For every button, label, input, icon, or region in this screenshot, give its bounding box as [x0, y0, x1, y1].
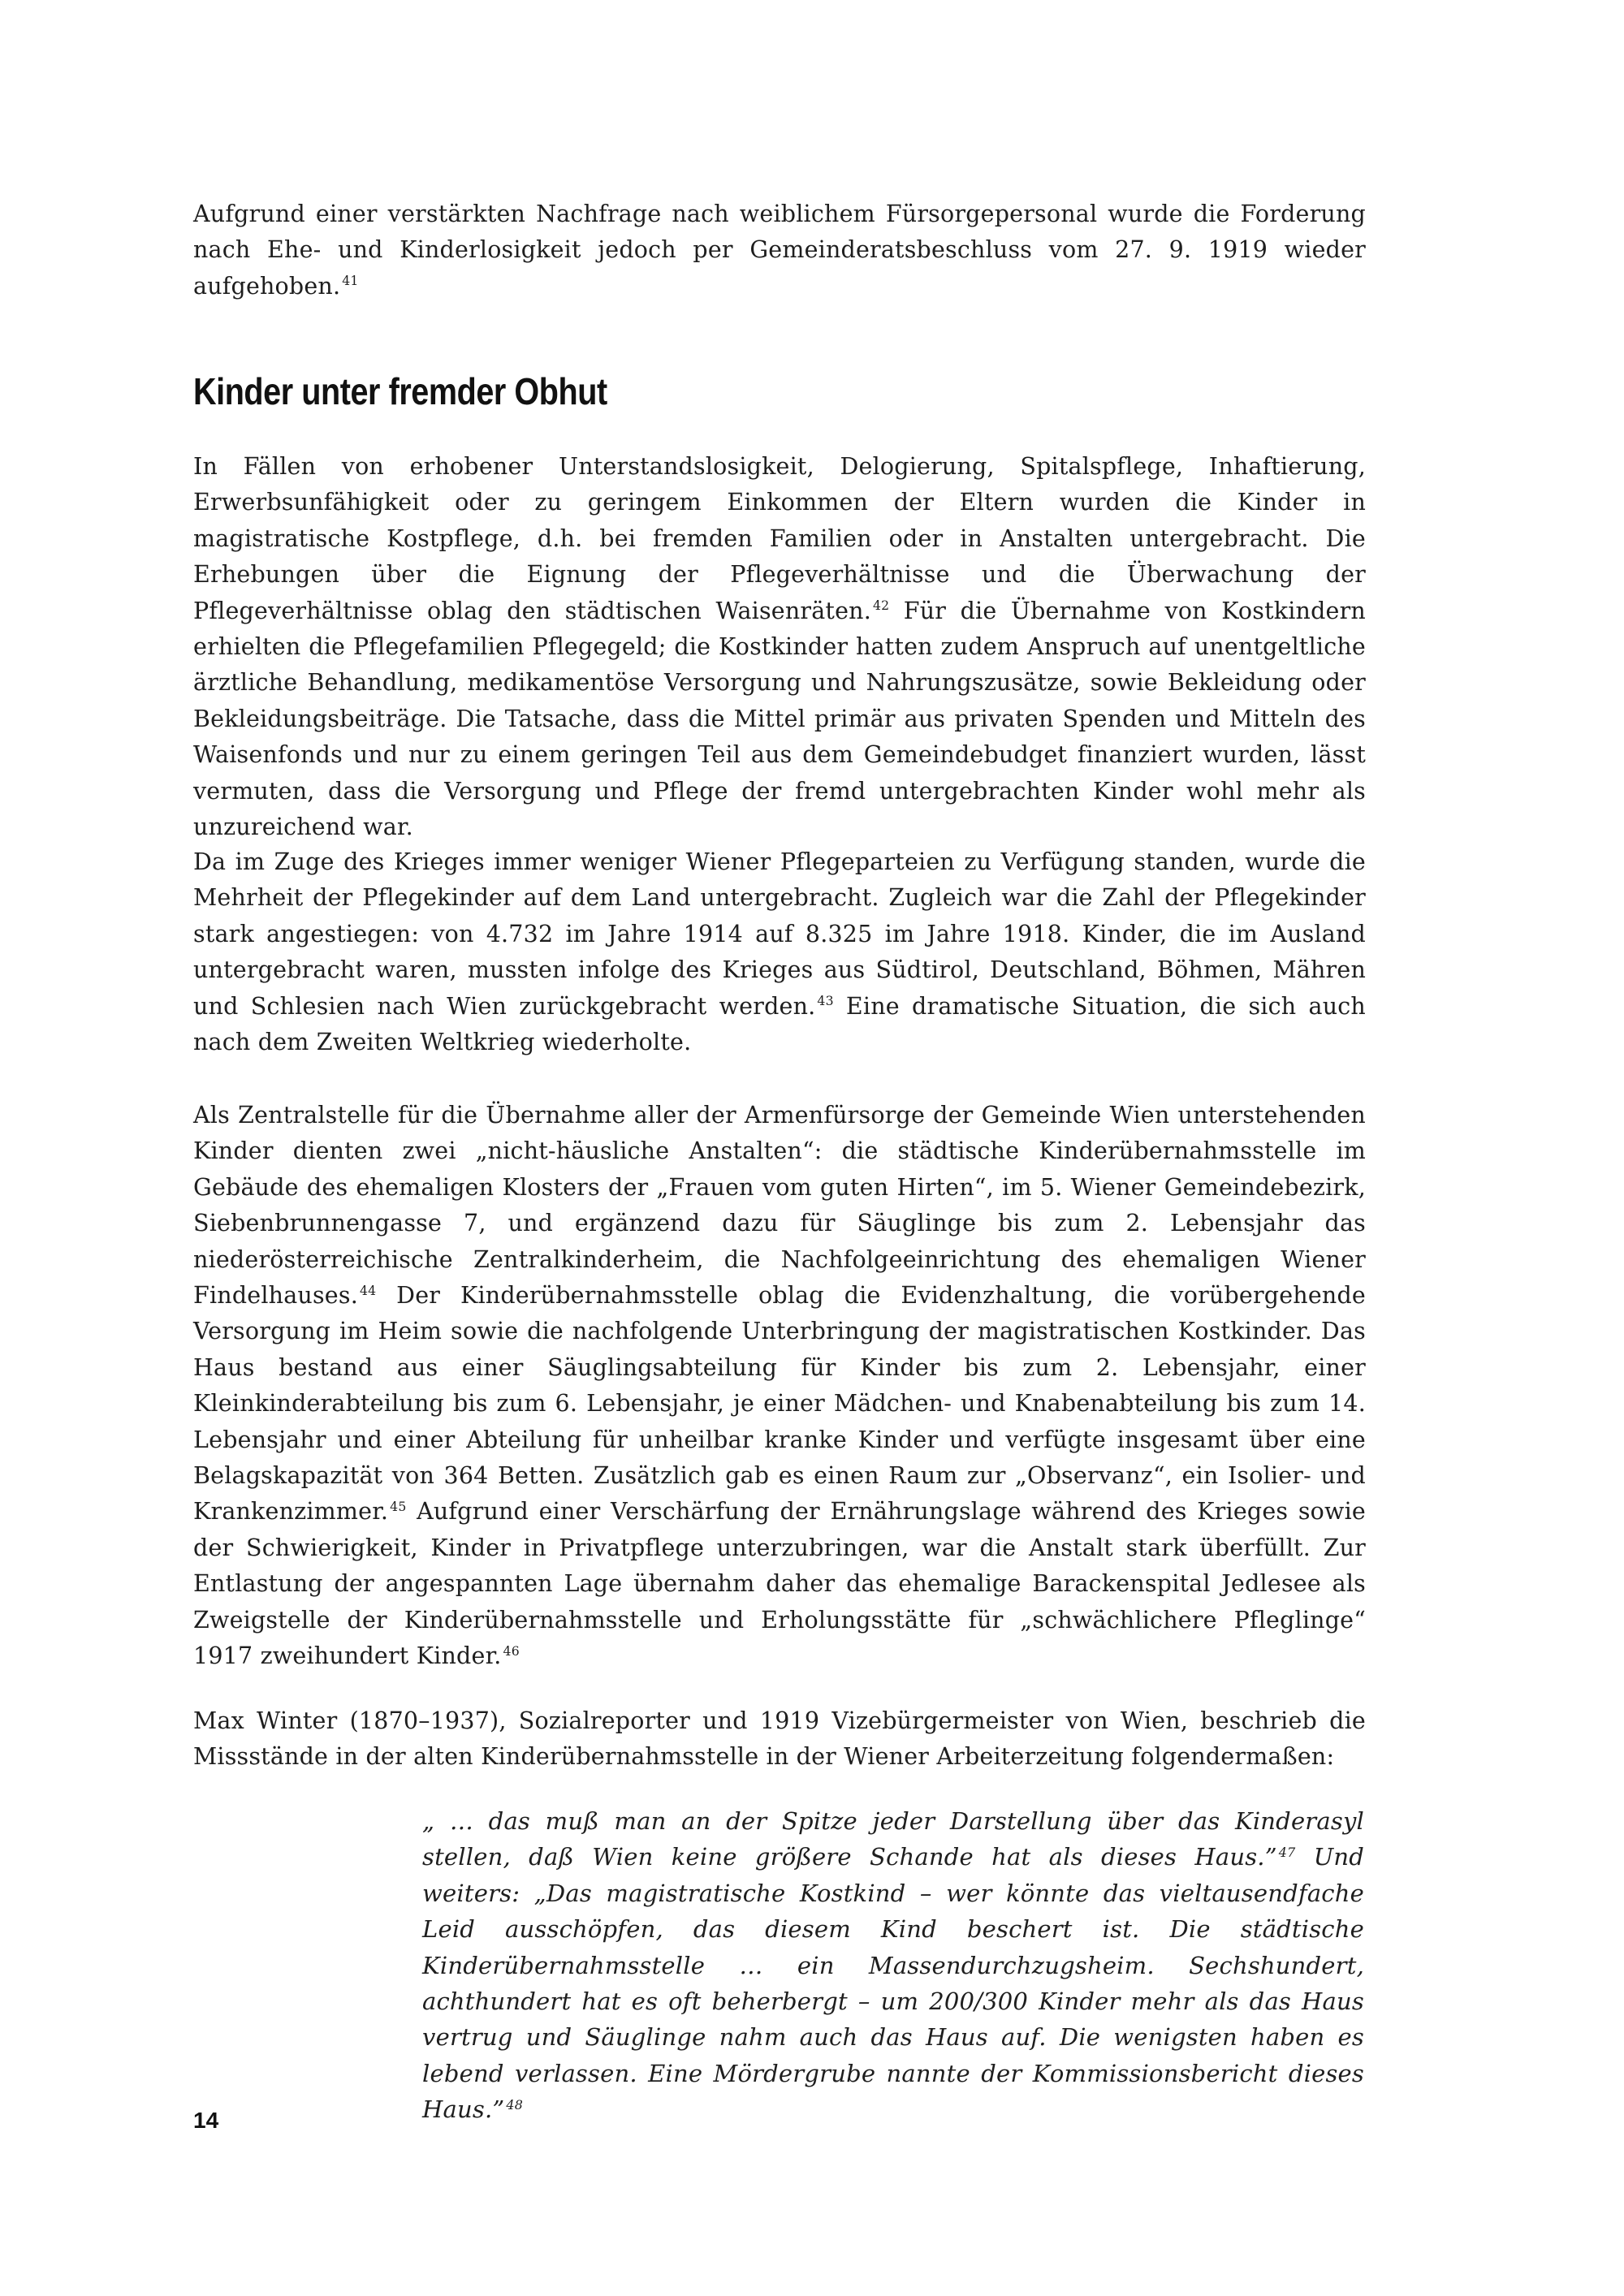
paragraph-4 — [193, 1703, 1366, 1776]
section-heading: Kinder unter fremder Obhut — [193, 370, 607, 412]
footnote-ref: 43 — [817, 993, 834, 1009]
footnote-ref: 46 — [503, 1642, 520, 1659]
intro-paragraph — [193, 196, 1366, 304]
paragraph-text: In Fällen von erhobener Unterstandslosigkeit, Delogierung, Spitalspflege, Inhaftierung, Erwerbsunfähigkeit oder zu geringem Einkommen der Eltern wurden die Kinder in magistratische Kostpflege, d.h. bei fremden Familien oder in Anstalten untergebracht. Die Erhebungen über die Eignung der Pflegeverhältnisse und die Überwachung der Pflegeverhältnisse oblag den städtischen Waisenräten. — [193, 453, 1366, 624]
quote-text: „ … das muß man an der Spitze jeder Darstellung über das Kinderasyl stellen, daß Wien keine größere Schande hat als dieses Haus.” — [422, 1807, 1364, 1871]
paragraph-text: Eine dramatische Situation, die sich auch nach dem Zweiten Weltkrieg wiederholte. — [193, 992, 1366, 1056]
footnote-ref: 45 — [390, 1498, 407, 1514]
paragraph-1 — [193, 449, 1366, 845]
block-quote — [422, 1803, 1364, 2128]
paragraph-text: Als Zentralstelle für die Übernahme aller der Armenfürsorge der Gemeinde Wien unterstehenden Kinder dienten zwei „nicht-häusliche Anstalten“: die städtische Kinderübernahmsstelle im Gebäude des ehemaligen Klosters der „Frauen vom guten Hirten“, im 5. Wiener Gemeindebezirk, Siebenbrunnengasse 7, und ergänzend dazu für Säuglinge bis zum 2. Lebensjahr das niederösterreichische Zentralkinderheim, die Nachfolgeeinrichtung des ehemaligen Wiener Findelhauses. — [193, 1102, 1366, 1310]
quote-text: Und weiters: „Das magistratische Kostkind – wer könnte das vieltausendfache Leid ausschöpfen, das diesem Kind beschert ist. Die städtische Kinderübernahmsstelle … ein Massendurchzugsheim. Sechshundert, achthundert hat es oft beherbergt – um 200/300 Kinder mehr als das Haus vertrug und Säuglinge nahm auch das Haus auf. Die wenigsten haben es lebend verlassen. Eine Mördergrube nannte der Kommissionsbericht dieses Haus.” — [422, 1843, 1364, 2124]
paragraph-text: Für die Übernahme von Kostkindern erhielten die Pflegefamilien Pflegegeld; die Kostkinder hatten zudem Anspruch auf unentgeltliche ärztliche Behandlung, medikamentöse Versorgung und Nahrungszusätze, sowie Bekleidung oder Bekleidungsbeiträge. Die Tatsache, dass die Mittel primär aus privaten Spenden und Mitteln des Waisenfonds und nur zu einem geringen Teil aus dem Gemeindebudget finanziert wurden, lässt vermuten, dass die Versorgung und Pflege der fremd untergebrachten Kinder wohl mehr als unzureichend war. — [193, 597, 1366, 841]
page-number: 14 — [193, 2108, 219, 2133]
paragraph-text: Max Winter (1870–1937), Sozialreporter und 1919 Vizebürgermeister von Wien, beschrieb die Missstände in der alten Kinderübernahmsstelle in der Wiener Arbeiterzeitung folgendermaßen: — [193, 1707, 1366, 1771]
paragraph-text: Aufgrund einer Verschärfung der Ernährungslage während des Krieges sowie der Schwierigkeit, Kinder in Privatpflege unterzubringen, war die Anstalt stark überfüllt. Zur Entlastung der angespannten Lage übernahm daher das ehemalige Barackenspital Jedlesee als Zweigstelle der Kinderübernahmsstelle und Erholungsstätte für „schwächlichere Pfleglinge“ 1917 zweihundert Kinder. — [193, 1498, 1366, 1670]
footnote-ref: 48 — [506, 2096, 524, 2113]
footnote-ref: 41 — [342, 273, 359, 289]
paragraph-text: Der Kinderübernahmsstelle oblag die Evidenzhaltung, die vorübergehende Versorgung im Heim sowie die nachfolgende Unterbringung der magistratischen Kostkinder. Das Haus bestand aus einer Säuglingsabteilung für Kinder bis zum 2. Lebensjahr, einer Kleinkinderabteilung bis zum 6. Lebensjahr, je einer Mädchen- und Knabenabteilung bis zum 14. Lebensjahr und einer Abteilung für unheilbar kranke Kinder und verfügte insgesamt über eine Belagskapazität von 364 Betten. Zusätzlich gab es einen Raum zur „Observanz“, ein Isolier- und Krankenzimmer. — [193, 1282, 1366, 1526]
footnote-ref: 44 — [359, 1282, 377, 1298]
intro-text: Aufgrund einer verstärkten Nachfrage nach weiblichem Fürsorgepersonal wurde die Forderung nach Ehe- und Kinderlosigkeit jedoch per Gemeinderatsbeschluss vom 27. 9. 1919 wieder aufgehoben. — [193, 201, 1366, 300]
paragraph-text: Da im Zuge des Krieges immer weniger Wiener Pflegeparteien zu Verfügung standen, wurde die Mehrheit der Pflegekinder auf dem Land untergebracht. Zugleich war die Zahl der Pflegekinder stark angestiegen: von 4.732 im Jahre 1914 auf 8.325 im Jahre 1918. Kinder, die im Ausland untergebracht waren, mussten infolge des Krieges aus Südtirol, Deutschland, Böhmen, Mähren und Schlesien nach Wien zurückgebracht werden. — [193, 848, 1366, 1020]
footnote-ref: 42 — [872, 598, 890, 614]
paragraph-3 — [193, 1098, 1366, 1675]
paragraph-2 — [193, 844, 1366, 1060]
footnote-ref: 47 — [1278, 1844, 1296, 1860]
